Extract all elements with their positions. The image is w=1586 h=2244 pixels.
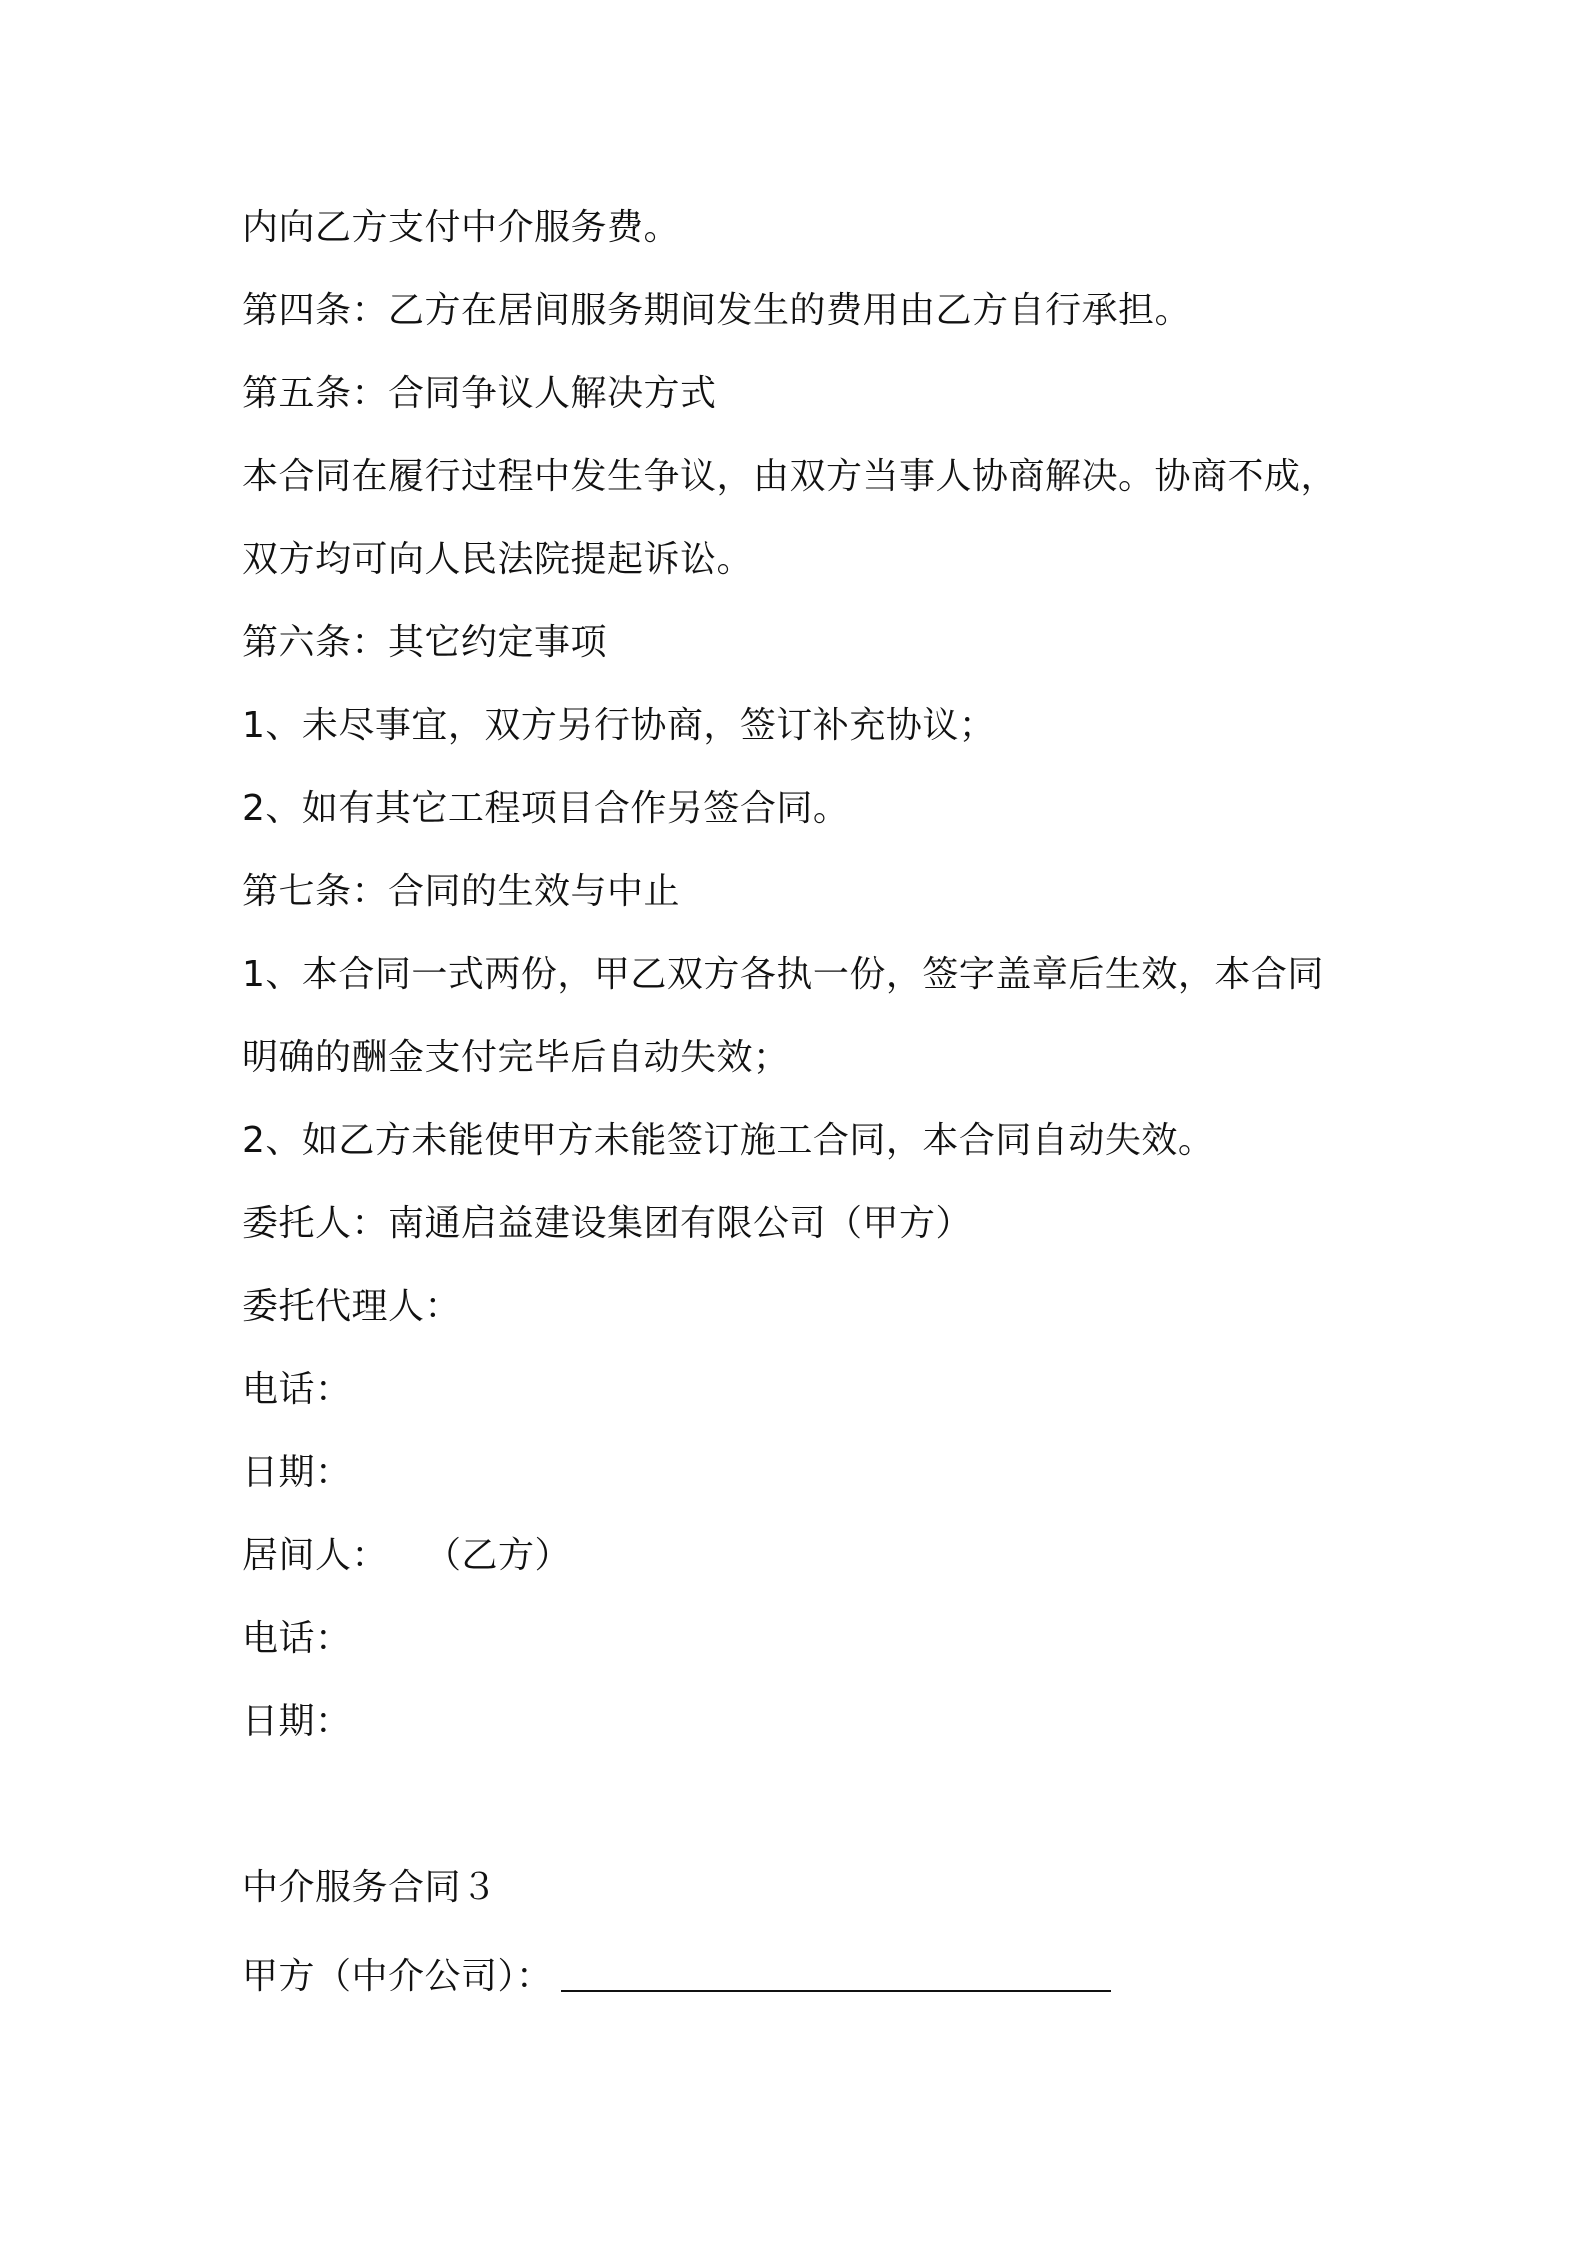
client-phone-label: 电话： bbox=[242, 1369, 352, 1410]
client-date-label: 日期： bbox=[242, 1452, 352, 1493]
party-a-blank-field bbox=[561, 1956, 1111, 1992]
article-7-heading: 第七条：合同的生效与中止 bbox=[242, 871, 681, 912]
client-party: 委托人：南通启益建设集团有限公司（甲方） bbox=[242, 1203, 973, 1244]
article-6-heading: 第六条：其它约定事项 bbox=[242, 622, 608, 663]
contract-3-title: 中介服务合同３ bbox=[242, 1867, 498, 1908]
article-7-item-1-line-2: 明确的酬金支付完毕后自动失效； bbox=[242, 1037, 790, 1078]
article-6-item-1: 1、未尽事宜，双方另行协商，签订补充协议； bbox=[242, 705, 996, 746]
intermediary-date-label: 日期： bbox=[242, 1701, 352, 1742]
article-7-item-1-line-1: 1、本合同一式两份，甲乙双方各执一份，签字盖章后生效，本合同 bbox=[242, 954, 1324, 995]
article-5-heading: 第五条：合同争议人解决方式 bbox=[242, 373, 717, 414]
article-4: 第四条：乙方在居间服务期间发生的费用由乙方自行承担。 bbox=[242, 290, 1192, 331]
intermediary-phone-label: 电话： bbox=[242, 1618, 352, 1659]
intermediary-party: 居间人： （乙方） bbox=[242, 1535, 572, 1576]
article-7-item-2: 2、如乙方未能使甲方未能签订施工合同，本合同自动失效。 bbox=[242, 1120, 1215, 1161]
article-6-item-2: 2、如有其它工程项目合作另签合同。 bbox=[242, 788, 850, 829]
party-a-row bbox=[242, 1954, 1111, 2000]
client-agent-label: 委托代理人： bbox=[242, 1286, 462, 1327]
clause-text-fee-payment: 内向乙方支付中介服务费。 bbox=[242, 207, 681, 248]
dispute-clause-line-2: 双方均可向人民法院提起诉讼。 bbox=[242, 539, 754, 580]
dispute-clause-line-1: 本合同在履行过程中发生争议，由双方当事人协商解决。协商不成， bbox=[242, 456, 1338, 497]
party-a-label: 甲方（中介公司）： bbox=[242, 1956, 553, 1997]
